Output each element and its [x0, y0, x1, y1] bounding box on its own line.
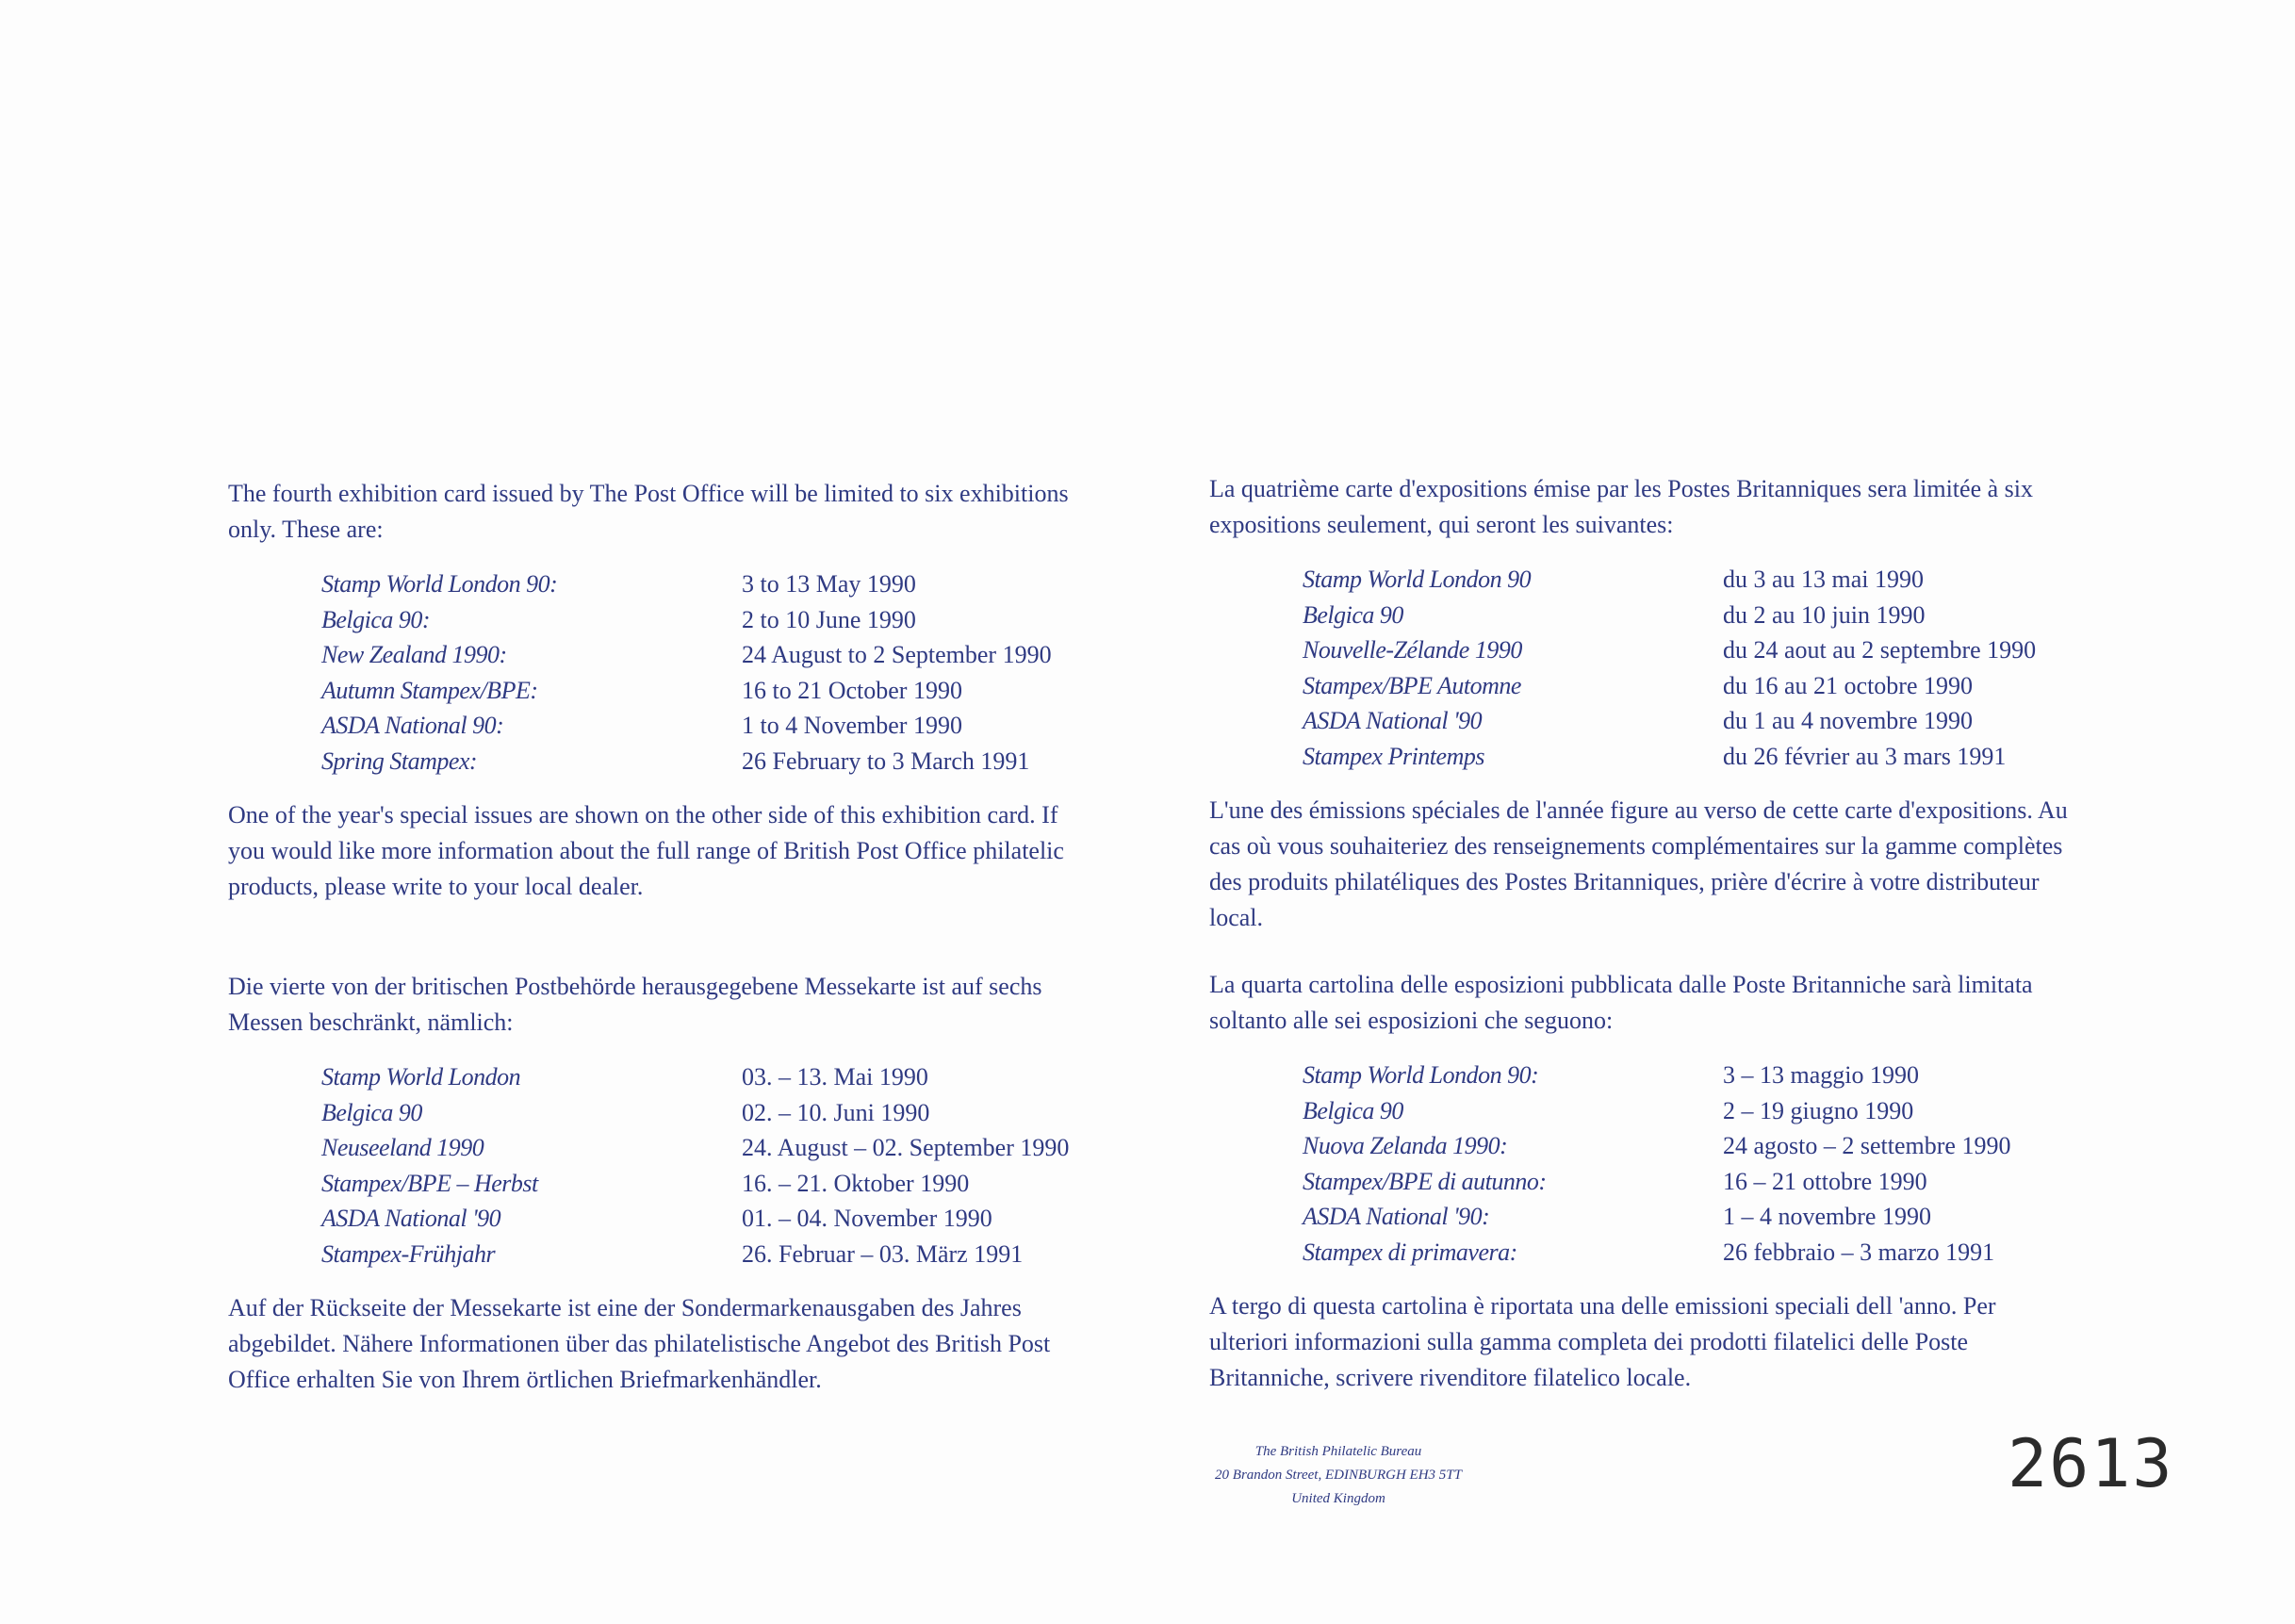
exhibition-dates: 26 February to 3 March 1991 [742, 746, 1030, 775]
exhibition-row [321, 566, 1095, 602]
exhibition-name: ASDA National '90: [1303, 1203, 1490, 1230]
publisher-street: 20 Brandon Street, EDINBURGH EH3 5TT [1215, 1468, 1462, 1483]
exhibition-row [1303, 562, 2076, 598]
exhibition-dates: 2 – 19 giugno 1990 [1723, 1096, 1914, 1124]
exhibition-name: Belgica 90 [321, 1098, 422, 1126]
italian-exhibition-list [1303, 1058, 2076, 1270]
exhibition-name: Neuseeland 1990 [321, 1134, 484, 1161]
exhibition-row [321, 1130, 1095, 1166]
exhibition-name: Spring Stampex: [321, 746, 478, 775]
exhibition-row [321, 602, 1095, 638]
german-exhibition-list [321, 1059, 1095, 1271]
exhibition-row [321, 1201, 1095, 1237]
exhibition-row [1303, 739, 2076, 775]
french-outro: L'une des émissions spéciales de l'année figure au verso de cette carte d'expositions. Au cas où vous souhaiteriez des renseignements complémentaires sur la gamme complètes des produits philatéliques des Postes Britanniques, prière d'écrire à votre distributeur local. [1209, 796, 2068, 931]
french-exhibition-list [1303, 562, 2076, 774]
exhibition-row [1303, 1235, 2076, 1271]
exhibition-dates: 1 to 4 November 1990 [742, 712, 962, 739]
exhibition-dates: 1 – 4 novembre 1990 [1723, 1203, 1931, 1230]
exhibition-dates: 16 to 21 October 1990 [742, 676, 962, 704]
italian-intro: La quarta cartolina delle esposizioni pubblicata dalle Poste Britanniche sarà limitata soltanto alle sei esposizioni che seguono: [1209, 971, 2033, 1034]
french-intro: La quatrième carte d'expositions émise par les Postes Britanniques sera limitée à six expositions seulement, qui seront les suivantes: [1209, 475, 2033, 538]
exhibition-name: Stamp World London 90: [321, 570, 558, 598]
exhibition-name: Stamp World London 90: [1303, 1061, 1539, 1089]
exhibition-dates: du 24 aout au 2 septembre 1990 [1723, 636, 2037, 664]
publisher-name: The British Philatelic Bureau [1254, 1444, 1422, 1459]
exhibition-row [321, 1166, 1095, 1202]
exhibition-name: Stamp World London [321, 1063, 521, 1091]
italian-section [1209, 967, 2076, 1396]
exhibition-dates: 24 August to 2 September 1990 [742, 641, 1052, 668]
exhibition-name: Stampex/BPE – Herbst [321, 1169, 538, 1197]
english-section [228, 476, 1095, 905]
exhibition-name: Stampex Printemps [1303, 742, 1484, 770]
exhibition-name: Belgica 90: [321, 605, 431, 633]
exhibition-dates: 01. – 04. November 1990 [742, 1205, 992, 1232]
exhibition-dates: 03. – 13. Mai 1990 [742, 1063, 928, 1091]
exhibition-name: Nouvelle-Zélande 1990 [1303, 636, 1522, 664]
exhibition-dates: 02. – 10. Juni 1990 [742, 1098, 930, 1126]
exhibition-name: Stampex/BPE Automne [1303, 671, 1521, 699]
exhibition-row [321, 1059, 1095, 1095]
german-outro: Auf der Rückseite der Messekarte ist eine der Sondermarkenausgaben des Jahres abgebildet. Nähere Informationen über das philatelistische Angebot des British Post Office erhalten Sie von Ihrem örtlichen Briefmarkenhändler. [228, 1294, 1051, 1393]
publisher-country: United Kingdom [1291, 1491, 1385, 1506]
english-exhibition-list [321, 566, 1095, 779]
exhibition-row [321, 1095, 1095, 1131]
exhibition-dates: 2 to 10 June 1990 [742, 605, 916, 633]
exhibition-dates: 26 febbraio – 3 marzo 1991 [1723, 1238, 1995, 1266]
exhibition-row [321, 637, 1095, 673]
exhibition-row [1303, 1164, 2076, 1200]
exhibition-dates: 3 – 13 maggio 1990 [1723, 1061, 1919, 1089]
exhibition-row [1303, 632, 2076, 668]
exhibition-dates: du 16 au 21 octobre 1990 [1723, 671, 1974, 699]
exhibition-dates: 16 – 21 ottobre 1990 [1723, 1167, 1927, 1195]
exhibition-dates: 16. – 21. Oktober 1990 [742, 1169, 970, 1197]
exhibition-row [321, 673, 1095, 709]
exhibition-row [1303, 1199, 2076, 1235]
exhibition-dates: du 3 au 13 mai 1990 [1723, 566, 1925, 593]
exhibition-dates: 3 to 13 May 1990 [742, 570, 916, 598]
exhibition-name: Belgica 90 [1303, 600, 1403, 629]
exhibition-row [1303, 1128, 2076, 1164]
english-intro: The fourth exhibition card issued by The Post Office will be limited to six exhibitions only. These are: [228, 480, 1069, 543]
exhibition-row [321, 1237, 1095, 1272]
exhibition-row [1303, 668, 2076, 704]
exhibition-name: ASDA National '90 [1303, 707, 1483, 734]
german-section [228, 969, 1095, 1398]
exhibition-name: Stampex di primavera: [1303, 1238, 1517, 1266]
exhibition-name: Belgica 90 [1303, 1096, 1403, 1124]
german-intro: Die vierte von der britischen Postbehörde herausgegebene Messekarte ist auf sechs Messen beschränkt, nämlich: [228, 973, 1042, 1036]
exhibition-name: New Zealand 1990: [321, 641, 507, 668]
exhibition-dates: 24 agosto – 2 settembre 1990 [1723, 1132, 2011, 1159]
exhibition-name: Stamp World London 90 [1303, 566, 1532, 593]
exhibition-row [1303, 1093, 2076, 1129]
publisher-address [943, 1440, 1734, 1511]
exhibition-name: Autumn Stampex/BPE: [321, 676, 538, 704]
exhibition-dates: 26. Februar – 03. März 1991 [742, 1239, 1024, 1268]
exhibition-name: Nuova Zelanda 1990: [1303, 1132, 1508, 1159]
exhibition-name: Stampex-Frühjahr [321, 1239, 496, 1268]
exhibition-row [1303, 1058, 2076, 1093]
exhibition-name: ASDA National 90: [321, 712, 504, 739]
exhibition-dates: du 2 au 10 juin 1990 [1723, 600, 1926, 629]
exhibition-row [321, 708, 1095, 744]
english-outro: One of the year's special issues are shown on the other side of this exhibition card. If you would like more information about the full range of British Post Office philatelic products, please write to your local dealer. [228, 801, 1064, 900]
exhibition-row [1303, 703, 2076, 739]
exhibition-dates: du 26 février au 3 mars 1991 [1723, 742, 2007, 770]
exhibition-dates: 24. August – 02. September 1990 [742, 1134, 1070, 1161]
exhibition-row [1303, 598, 2076, 633]
french-section [1209, 471, 2076, 936]
catalog-number: 2613 [2008, 1425, 2174, 1502]
exhibition-name: Stampex/BPE di autunno: [1303, 1167, 1547, 1195]
exhibition-dates: du 1 au 4 novembre 1990 [1723, 707, 1974, 734]
exhibition-name: ASDA National '90 [321, 1205, 501, 1232]
italian-outro: A tergo di questa cartolina è riportata una delle emissioni speciali dell 'anno. Per ulteriori informazioni sulla gamma completa dei prodotti filatelici delle Poste Britanniche, scrivere rivenditore filatelico locale. [1209, 1292, 1996, 1391]
exhibition-row [321, 744, 1095, 779]
